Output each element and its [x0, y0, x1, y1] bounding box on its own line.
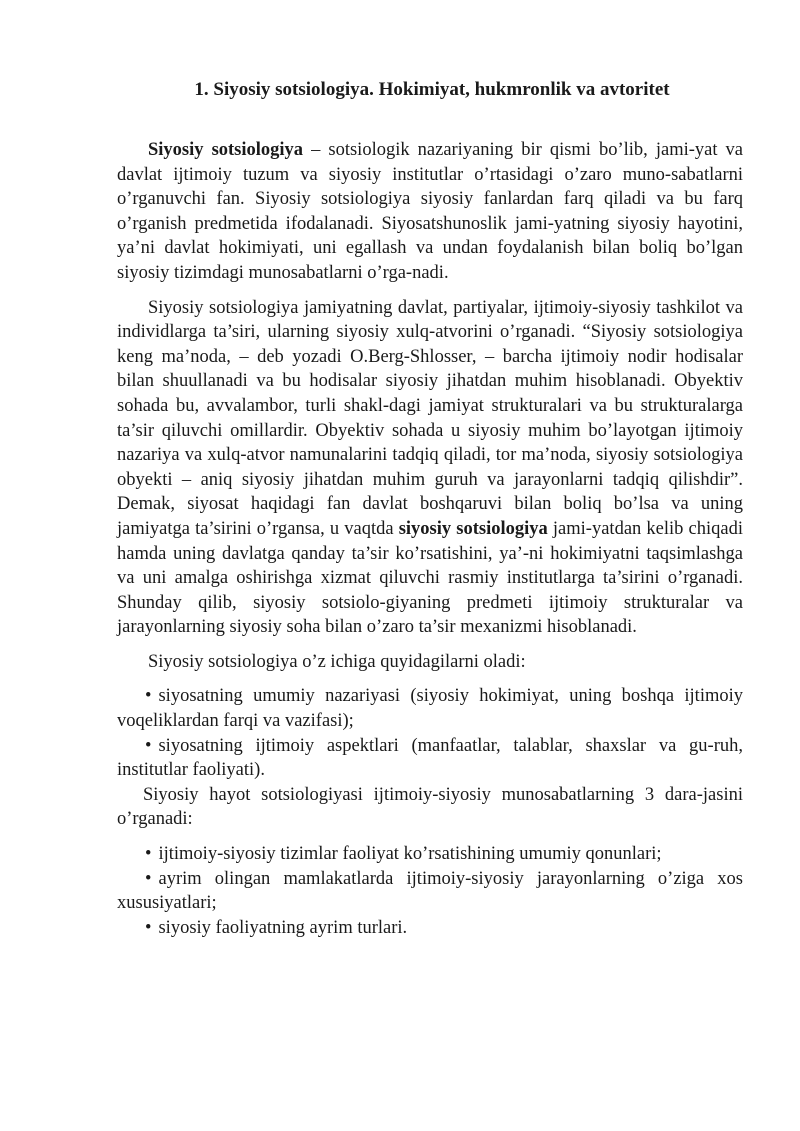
- paragraph-definition: [117, 138, 743, 286]
- bullet-icon: •: [145, 917, 152, 938]
- bullet-icon: •: [145, 686, 152, 707]
- paragraph-subject: [117, 296, 743, 640]
- bullet-icon: •: [145, 844, 152, 865]
- list-item-text: siyosatning umumiy nazariyasi (siyosiy hokimiyat, uning boshqa ijtimoiy voqeliklardan farqi va vazifasi);: [117, 686, 743, 732]
- list-item-text: siyosiy faoliyatning ayrim turlari.: [158, 917, 408, 938]
- list-item-text: siyosatning ijtimoiy aspektlari (manfaatlar, talablar, shaxslar va gu-ruh, institutlar faoliyati).: [117, 735, 743, 781]
- paragraph-text: Siyosiy sotsiologiya jamiyatning davlat, partiyalar, ijtimoiy-siyosiy tashkilot va individlarga ta’siri, ularning siyosiy xulq-atvorini o’rganadi. “Siyosiy sotsiologiya keng ma’noda, – deb yozadi O.Berg-Shlosser, – barcha ijtimoiy nodir hodisalar bilan shuullanadi va bu hodisalar siyosiy jihatdan muhim hisoblanadi. Obyektiv sohada bu, avvalambor, turli shakl-dagi jamiyat strukturalari va bu strukturalarga ta’sir qiluvchi omillardir. Obyektiv sohada u siyosiy muhim bo’layotgan ijtimoiy nazariya va xulq-atvor namunalarini tadqiq qiladi, tor ma’noda, siyosiy sotsiologiya obyekti – aniq siyosiy jihatdan muhim guruh va jarayonlarni tadqiq qilishdir”. Demak, siyosat haqidagi fan davlat boshqaruvi bilan boliq bo’lsa va uning jamiyatga ta’sirini o’rgansa, u vaqtda: [117, 297, 743, 539]
- list-item: [117, 867, 743, 916]
- list-item: [117, 684, 743, 733]
- paragraph-levels: Siyosiy hayot sotsiologiyasi ijtimoiy-siyosiy munosabatlarning 3 dara-jasini o’rganadi:: [117, 784, 743, 830]
- list-item: [117, 842, 743, 867]
- bullet-icon: •: [145, 735, 152, 756]
- paragraph-intro-list: Siyosiy sotsiologiya o’z ichiga quyidagilarni oladi:: [148, 651, 526, 672]
- section-title: 1. Siyosiy sotsiologiya. Hokimiyat, hukmronlik va avtoritet: [194, 79, 670, 100]
- list-item: [117, 734, 743, 783]
- bold-term: siyosiy sotsiologiya: [398, 518, 548, 539]
- list-item: [117, 916, 743, 941]
- paragraph-text: – sotsiologik nazariyaning bir qismi bo’lib, jami-yat va davlat ijtimoiy tuzum va siyosiy institutlar o’rtasidagi o’zaro muno-sabatlarni o’rganuvchi fan. Siyosiy sotsiologiya siyosiy fanlardan farq qiladi va bu farq o’rganish predmetida ifodalanadi. Siyosatshunoslik jami-yatning siyosiy hayotini, ya’ni davlat hokimiyati, uni egallash va undan foydalanish bilan boliq bo’lgan siyosiy tizimdagi munosabatlarni o’rga-nadi.: [117, 140, 743, 283]
- paragraph-text: jami-yatdan kelib chiqadi hamda uning davlatga qanday ta’sir ko’rsatishini, ya’-ni hokimiyatni taqsimlashga va uni amalga oshirishga xizmat qiluvchi rasmiy institutlarga ta’sirini o’rganadi. Shunday qilib, siyosiy sotsiolo-giyaning predmeti ijtimoiy strukturalar va jarayonlarning siyosiy soha bilan o’zaro ta’sir mexanizmi hisoblanadi.: [117, 518, 743, 638]
- bold-term: Siyosiy sotsiologiya: [148, 140, 304, 160]
- list-item-text: ijtimoiy-siyosiy tizimlar faoliyat ko’rsatishining umumiy qonunlari;: [158, 844, 662, 865]
- list-item-text: ayrim olingan mamlakatlarda ijtimoiy-siyosiy jarayonlarning o’ziga xos xususiyatlari;: [117, 868, 743, 914]
- bullet-icon: •: [145, 868, 152, 889]
